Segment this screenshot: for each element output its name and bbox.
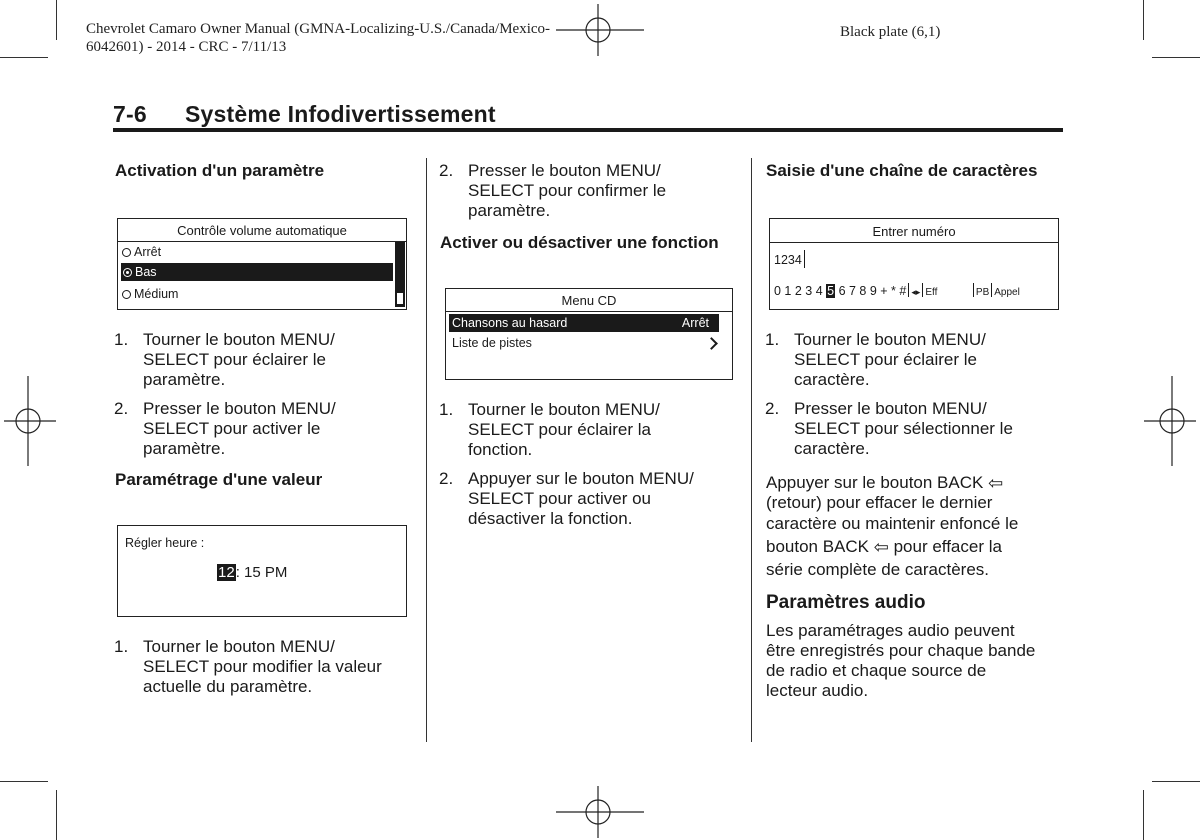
step-line: caractère. [794, 370, 870, 389]
keys-digits[interactable]: 0 1 2 3 4 [774, 284, 823, 298]
key-separator [973, 283, 974, 297]
steps-string-entry [765, 330, 1065, 459]
step-line: Tourner le bouton MENU/ [143, 330, 335, 349]
chapter-rule [113, 128, 1063, 132]
step-line: SELECT pour confirmer le [468, 181, 667, 200]
section-heading-activation: Activation d'un paramètre [115, 161, 325, 180]
para-line: Appuyer sur le bouton BACK [766, 473, 984, 492]
step-number: 1. [114, 330, 129, 349]
step-line: Presser le bouton MENU/ [468, 161, 661, 180]
crop-mark [56, 0, 57, 40]
step-item [114, 330, 414, 390]
screen-set-time [117, 525, 407, 617]
step-line: SELECT pour activer le [143, 419, 321, 438]
crop-mark [1152, 57, 1200, 58]
entry-value: 1234 [774, 253, 802, 267]
column-divider [751, 158, 752, 742]
step-line: Tourner le bouton MENU/ [468, 400, 660, 419]
step-item [439, 161, 744, 221]
key-pb[interactable]: PB [975, 287, 990, 298]
chapter-number: 7-6 [113, 101, 147, 127]
screen-title: Entrer numéro [872, 224, 956, 239]
option-label: Arrêt [134, 245, 162, 259]
para-line: bouton BACK [766, 537, 870, 556]
para-line: Les paramétrages audio peuvent [766, 621, 1015, 640]
key-separator [991, 283, 992, 297]
registration-mark-bottom [556, 782, 646, 840]
crop-mark [1152, 781, 1200, 782]
back-arrow-icon: ⇦ [873, 537, 889, 557]
crop-mark [0, 57, 48, 58]
crop-mark [56, 790, 57, 840]
option-medium[interactable] [122, 285, 392, 303]
steps-activation [114, 330, 414, 459]
step-number: 1. [765, 330, 780, 349]
scrollbar[interactable] [395, 242, 405, 307]
step-line: SELECT pour sélectionner le [794, 419, 1013, 438]
step-line: fonction. [468, 440, 533, 459]
option-bas[interactable] [121, 263, 393, 281]
step-number: 1. [439, 400, 454, 419]
steps-confirm [439, 161, 744, 221]
section-heading-toggle: Activer ou désactiver une fonction [440, 233, 719, 252]
para-line: pour effacer la [893, 537, 1002, 556]
key-separator [908, 283, 909, 297]
step-line: SELECT pour modifier la valeur [143, 657, 382, 676]
screen-divider [446, 311, 732, 312]
step-line: Tourner le bouton MENU/ [794, 330, 986, 349]
step-item [114, 637, 419, 697]
option-label: Bas [135, 265, 157, 279]
step-line: SELECT pour éclairer le [794, 350, 977, 369]
screen-title: Menu CD [561, 293, 617, 308]
back-button-paragraph [766, 472, 1066, 581]
step-line: désactiver la fonction. [468, 509, 633, 528]
radio-icon [122, 290, 131, 299]
step-line: SELECT pour activer ou [468, 489, 651, 508]
step-line: Appuyer sur le bouton MENU/ [468, 469, 694, 488]
section-heading-value: Paramétrage d'une valeur [115, 470, 323, 489]
step-line: Presser le bouton MENU/ [794, 399, 987, 418]
section-heading-string-entry: Saisie d'une chaîne de caractères [766, 161, 1038, 180]
section-heading-audio: Paramètres audio [766, 592, 926, 613]
print-header-line2: 6042601) - 2014 - CRC - 7/11/13 [86, 39, 287, 55]
para-line: caractère ou maintenir enfoncé le [766, 514, 1019, 533]
menu-item-label: Liste de pistes [452, 336, 532, 350]
scrollbar-thumb[interactable] [396, 292, 404, 305]
step-number: 2. [439, 161, 454, 180]
option-arret[interactable] [122, 243, 392, 261]
text-cursor [804, 250, 805, 268]
column-divider [426, 158, 427, 742]
key-selected[interactable]: 5 [827, 284, 835, 298]
menu-item-label: Chansons au hasard [452, 316, 568, 330]
menu-item-random[interactable] [449, 314, 719, 332]
step-line: SELECT pour éclairer la [468, 420, 651, 439]
character-keyboard[interactable] [774, 282, 1020, 302]
time-rest: : 15 PM [235, 564, 288, 581]
step-line: SELECT pour éclairer le [143, 350, 326, 369]
step-number: 2. [439, 469, 454, 488]
step-line: paramètre. [143, 370, 226, 389]
screen-divider [118, 241, 406, 242]
step-line: Presser le bouton MENU/ [143, 399, 336, 418]
step-item [439, 400, 744, 460]
screen-divider [770, 242, 1058, 243]
para-line: lecteur audio. [766, 681, 869, 700]
key-eff[interactable]: Eff [925, 287, 938, 298]
para-line: être enregistrés pour chaque bande [766, 641, 1036, 660]
cursor-left-right-icon[interactable]: ◂▸ [911, 287, 921, 297]
step-item [765, 330, 1065, 390]
step-line: actuelle du paramètre. [143, 677, 313, 696]
step-line: paramètre. [143, 439, 226, 458]
back-arrow-icon: ⇦ [988, 473, 1004, 493]
print-header-line1: Chevrolet Camaro Owner Manual (GMNA-Localizing-U.S./Canada/Mexico- [86, 21, 551, 37]
registration-mark-left [0, 376, 56, 466]
menu-item-value: Arrêt [681, 316, 709, 330]
para-line: série complète de caractères. [766, 560, 989, 579]
steps-value [114, 637, 419, 697]
entry-field[interactable] [774, 250, 807, 269]
crop-mark [0, 781, 48, 782]
key-separator [922, 283, 923, 297]
screen-title: Contrôle volume automatique [177, 223, 347, 238]
crop-mark [1143, 0, 1144, 40]
step-item [439, 469, 744, 529]
keys-digits-rest[interactable]: 6 7 8 9 + * # [838, 284, 907, 298]
crop-mark [1143, 790, 1144, 840]
radio-selected-icon [123, 268, 132, 277]
chapter-title: Système Infodivertissement [185, 101, 496, 127]
step-item [114, 399, 414, 459]
step-line: Tourner le bouton MENU/ [143, 637, 335, 656]
para-line: de radio et chaque source de [766, 661, 987, 680]
time-value [217, 564, 287, 581]
step-number: 2. [114, 399, 129, 418]
step-line: caractère. [794, 439, 870, 458]
screen-menu-cd [445, 288, 733, 380]
screen-enter-number [769, 218, 1059, 310]
para-line: (retour) pour effacer le dernier [766, 493, 993, 512]
screen-auto-volume [117, 218, 407, 310]
key-appel[interactable]: Appel [994, 287, 1020, 298]
chevron-right-icon [705, 337, 718, 350]
steps-toggle [439, 400, 744, 529]
menu-item-tracklist[interactable] [452, 334, 718, 352]
radio-icon [122, 248, 131, 257]
chapter-heading [113, 101, 496, 128]
registration-mark-right [1144, 376, 1200, 466]
registration-mark-top [556, 0, 646, 62]
option-label: Médium [134, 287, 179, 301]
audio-paragraph [766, 621, 1066, 701]
step-number: 2. [765, 399, 780, 418]
hour-field[interactable]: 12 [218, 564, 235, 581]
step-number: 1. [114, 637, 129, 656]
step-line: paramètre. [468, 201, 551, 220]
plate-label: Black plate (6,1) [840, 24, 941, 40]
step-item [765, 399, 1065, 459]
time-label: Régler heure : [125, 536, 205, 550]
